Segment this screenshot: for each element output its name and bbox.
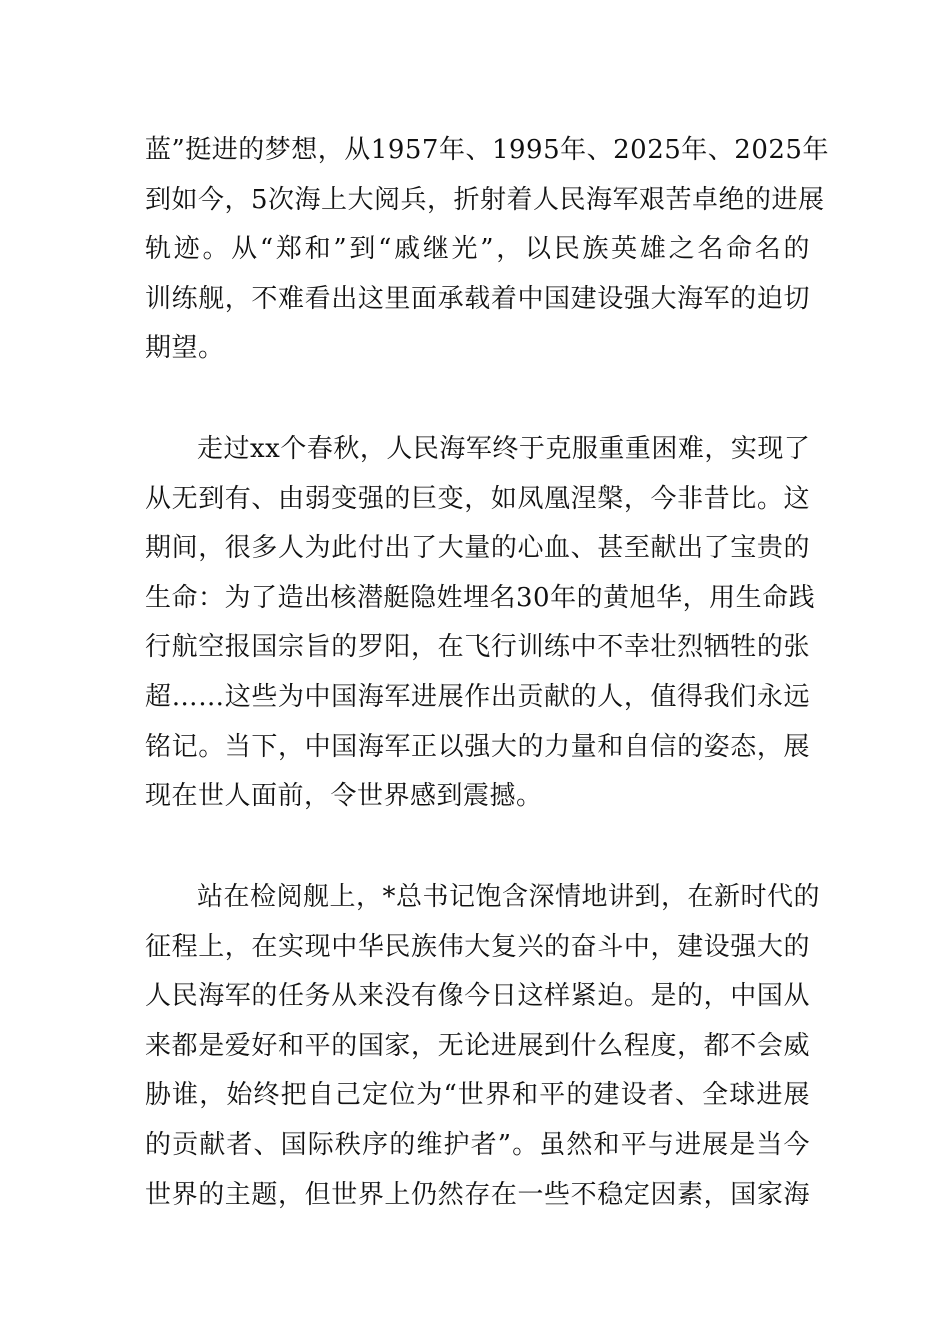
paragraph-line: 蓝”挺进的梦想，从1957年、1995年、2025年、2025年 [145, 135, 829, 165]
paragraph-line: 站在检阅舰上，*总书记饱含深情地讲到，在新时代的 [197, 882, 821, 912]
paragraph-line: 期望。 [145, 333, 225, 364]
paragraph-line: 从无到有、由弱变强的巨变，如凤凰涅槃，今非昔比。这 [145, 483, 810, 514]
paragraph-line: 征程上，在实现中华民族伟大复兴的奋斗中，建设强大的 [145, 931, 810, 962]
paragraph-line: 铭记。当下，中国海军正以强大的力量和自信的姿态，展 [145, 731, 810, 762]
paragraph-line: 轨迹。从“郑和”到“戚继光”，以民族英雄之名命名的 [145, 234, 810, 265]
paragraph-line: 世界的主题，但世界上仍然存在一些不稳定因素，国家海 [145, 1179, 810, 1210]
paragraph-line: 超……这些为中国海军进展作出贡献的人，值得我们永远 [145, 681, 810, 712]
paragraph-line: 的贡献者、国际秩序的维护者”。虽然和平与进展是当今 [145, 1129, 810, 1160]
paragraph-line: 期间，很多人为此付出了大量的心血、甚至献出了宝贵的 [145, 533, 810, 564]
paragraph-line: 人民海军的任务从来没有像今日这样紧迫。是的，中国从 [145, 981, 810, 1012]
paragraph-line: 行航空报国宗旨的罗阳，在飞行训练中不幸壮烈牺牲的张 [145, 632, 810, 663]
paragraph-line: 胁谁，始终把自己定位为“世界和平的建设者、全球进展 [145, 1080, 810, 1111]
paragraph-line: 走过xx个春秋，人民海军终于克服重重困难，实现了 [197, 434, 811, 464]
paragraph-line: 现在世人面前，令世界感到震撼。 [145, 781, 543, 812]
paragraph-1 [145, 126, 829, 374]
paragraph-line: 来都是爱好和平的国家，无论进展到什么程度，都不会威 [145, 1030, 810, 1061]
paragraph-line: 生命：为了造出核潜艇隐姓埋名30年的黄旭华，用生命践 [145, 582, 816, 613]
paragraph-3 [145, 873, 821, 1220]
paragraph-line: 到如今，5次海上大阅兵，折射着人民海军艰苦卓绝的进展 [145, 184, 825, 215]
paragraph-line: 训练舰，不难看出这里面承载着中国建设强大海军的迫切 [145, 283, 810, 314]
paragraph-2 [145, 425, 816, 822]
